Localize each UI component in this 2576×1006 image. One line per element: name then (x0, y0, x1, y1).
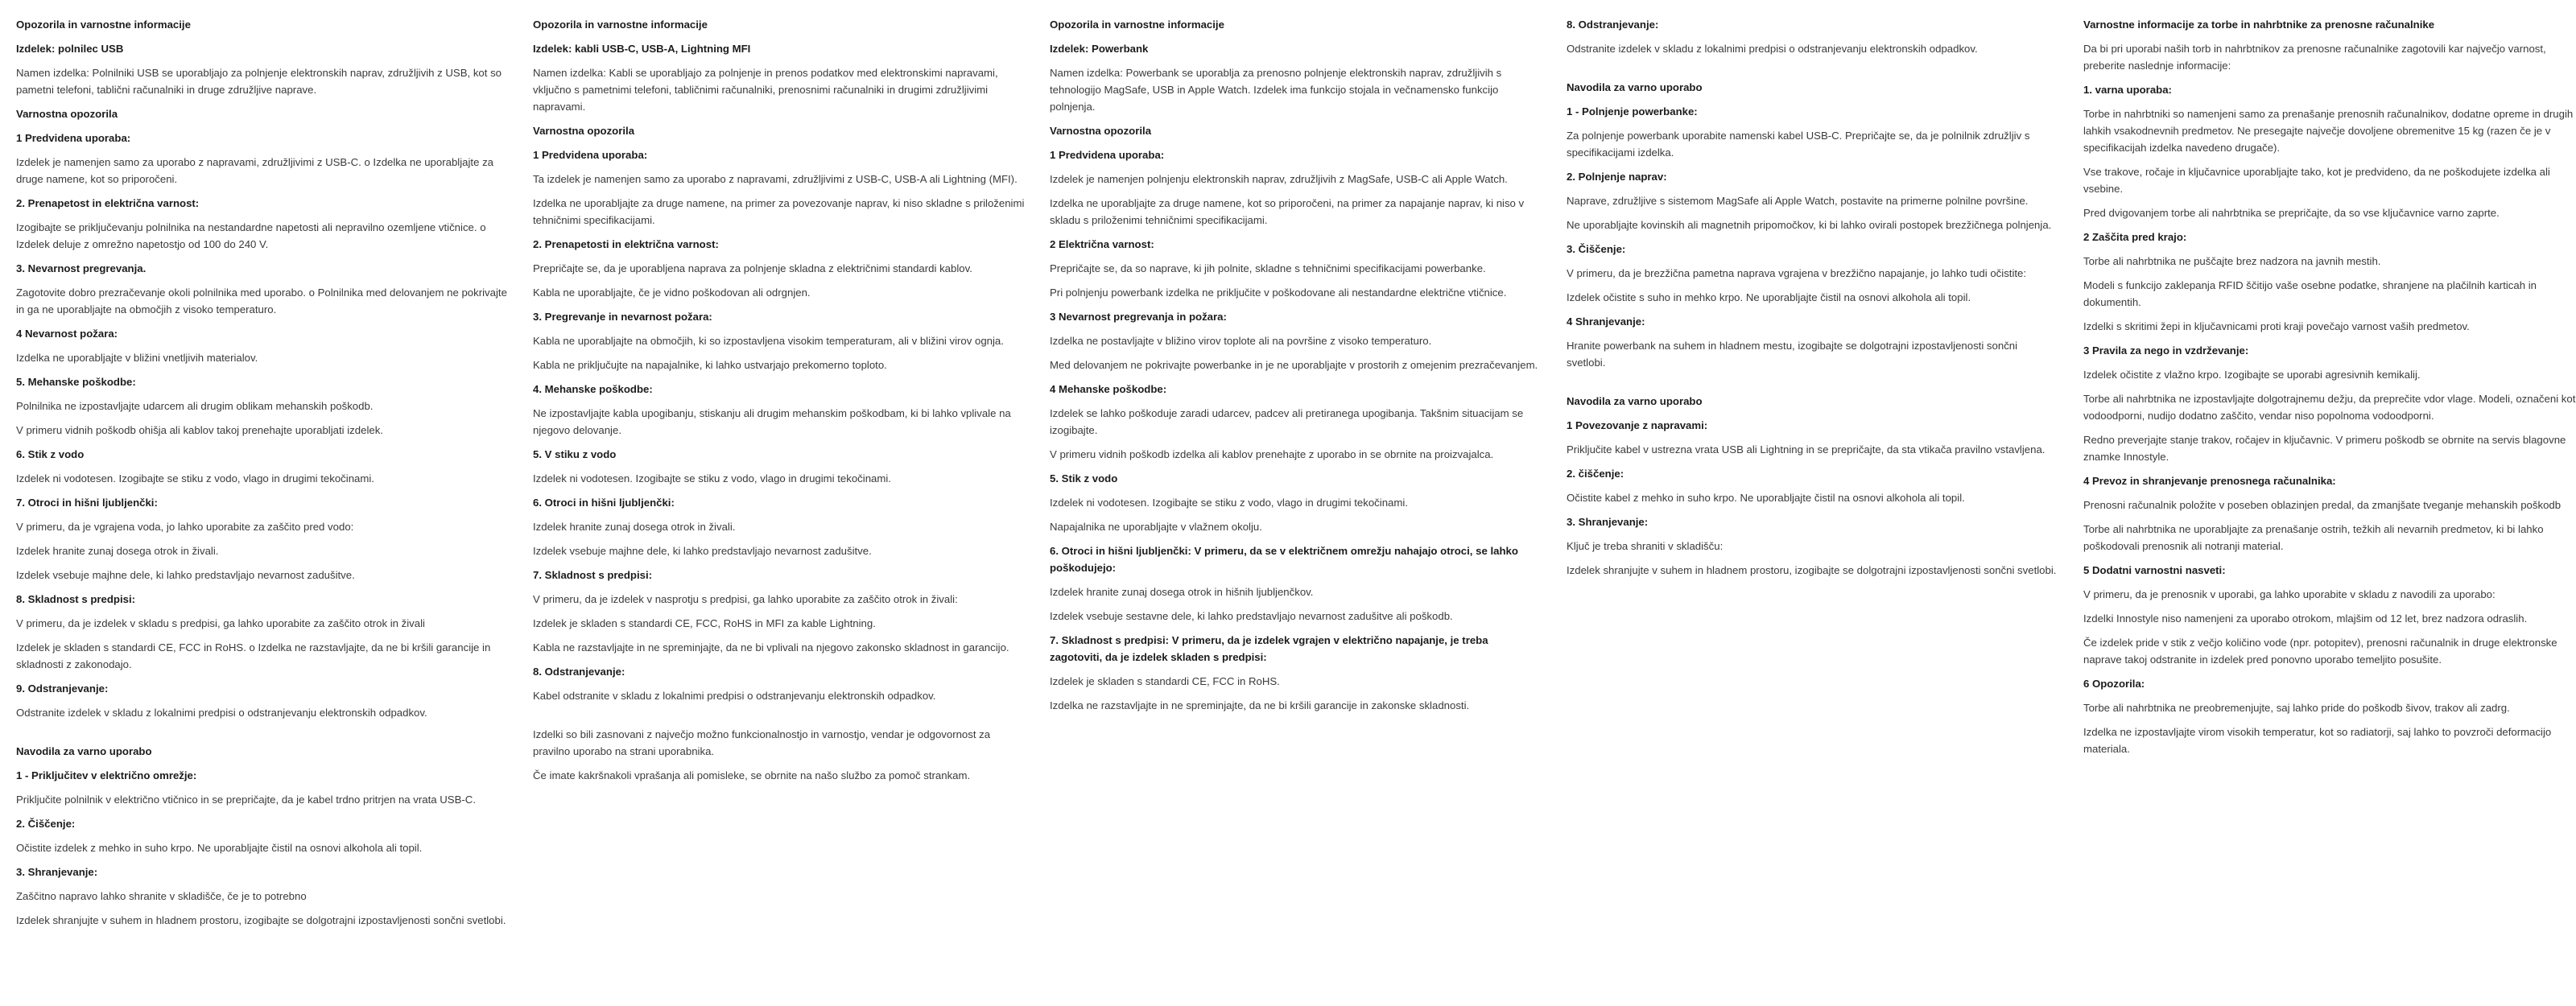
paragraph: Izdelek je skladen s standardi CE, FCC in RoHS. (1050, 675, 1280, 687)
paragraph: Da bi pri uporabi naših torb in nahrbtnikov za prenosne računalnike zagotovili kar največjo varnost, preberite naslednje informacije: (2083, 43, 2546, 72)
paragraph: Izdelek vsebuje majhne dele, ki lahko predstavljajo nevarnost zadušitve. (533, 545, 872, 557)
paragraph: V primeru vidnih poškodb ohišja ali kablov takoj prenehajte uporabljati izdelek. (16, 424, 383, 436)
section-heading: Varnostna opozorila (16, 108, 118, 120)
paragraph: Zagotovite dobro prezračevanje okoli polnilnika med uporabo. o Polnilnika med delovanjem ne pokrivajte in ga ne uporabljajte na območjih z visoko temperaturo. (16, 287, 507, 315)
section-heading: 2. čiščenje: (1567, 468, 1624, 480)
section-heading: 2. Čiščenje: (16, 818, 76, 830)
paragraph: Priključite kabel v ustrezna vrata USB ali Lightning in se prepričajte, da sta vtikača pravilno vstavljena. (1567, 443, 2046, 456)
section-heading: 1 Predvidena uporaba: (16, 132, 131, 144)
section-break (533, 711, 1026, 726)
paragraph: Izdelka ne uporabljajte za druge namene, na primer za povezovanje naprav, ki niso skladne s priloženimi tehničnimi specifikacijami. (533, 197, 1025, 226)
paragraph: Hranite powerbank na suhem in hladnem mestu, izogibajte se dolgotrajni izpostavljenosti sončni svetlobi. (1567, 340, 2018, 369)
section-heading: Navodila za varno uporabo (1567, 395, 1703, 407)
paragraph: V primeru, da je vgrajena voda, jo lahko uporabite za zaščito pred vodo: (16, 521, 354, 533)
section-heading: Varnostna opozorila (1050, 125, 1152, 137)
section-heading: 6. Otroci in hišni ljubljenčki: (533, 497, 675, 509)
paragraph: Modeli s funkcijo zaklepanja RFID ščitijo vaše osebne podatke, shranjene na plačilnih karticah in dokumentih. (2083, 279, 2537, 308)
paragraph: Izdelek je skladen s standardi CE, FCC, RoHS in MFI za kable Lightning. (533, 617, 876, 629)
section-heading: Navodila za varno uporabo (1567, 81, 1703, 93)
paragraph: Izdelka ne uporabljajte v bližini vnetljivih materialov. (16, 352, 258, 364)
section-heading: 1. varna uporaba: (2083, 84, 2172, 96)
paragraph: Izdelek se lahko poškoduje zaradi udarcev, padcev ali pretiranega upogibanja. Takšnim situacijam se izogibajte. (1050, 407, 1524, 436)
section-heading: 1 - Polnjenje powerbanke: (1567, 105, 1698, 118)
paragraph: Izdelek je skladen s standardi CE, FCC in RoHS. o Izdelka ne razstavljajte, da ne bi kršili garancije in skladnosti z zakonodajo. (16, 641, 491, 670)
section-heading: 9. Odstranjevanje: (16, 682, 109, 695)
paragraph: Kabla ne uporabljajte na območjih, ki so izpostavljena visokim temperaturam, ali v bližini virov ognja. (533, 335, 1004, 347)
section-heading: Opozorila in varnostne informacije (16, 19, 191, 31)
paragraph: Torbe ali nahrbtnika ne uporabljajte za prenašanje ostrih, težkih ali nevarnih predmetov, ki bi lahko poškodovali prenosnik ali notranji material. (2083, 523, 2544, 552)
section-heading: 2 Zaščita pred krajo: (2083, 231, 2187, 243)
section-heading: 1 Predvidena uporaba: (1050, 149, 1165, 161)
paragraph: Za polnjenje powerbank uporabite namenski kabel USB-C. Prepričajte se, da je polnilnik združljiv s specifikacijami izdelka. (1567, 130, 2030, 159)
section-heading: 2 Električna varnost: (1050, 238, 1154, 250)
section-heading: 7. Otroci in hišni ljubljenčki: (16, 497, 158, 509)
paragraph: Prenosni računalnik položite v poseben oblazinjen predal, da zmanjšate tveganje mehanskih poškodb (2083, 499, 2562, 511)
paragraph: Izdelek hranite zunaj dosega otrok in živali. (16, 545, 219, 557)
paragraph: Vse trakove, ročaje in ključavnice uporabljajte tako, kot je predvideno, da ne poškodujete izdelka ali vsebine. (2083, 166, 2550, 195)
paragraph: Izdelki so bili zasnovani z največjo možno funkcionalnostjo in varnostjo, vendar je odgovornost za pravilno uporabo na strani uporabnika. (533, 728, 991, 757)
section-heading: 8. Odstranjevanje: (1567, 19, 1659, 31)
paragraph: Izdelek vsebuje majhne dele, ki lahko predstavljajo nevarnost zadušitve. (16, 569, 355, 581)
paragraph: Izogibajte se priključevanju polnilnika na nestandardne napetosti ali nepravilno ozemljene vtičnice. o Izdelek deluje z omrežno napetostjo od 100 do 240 V. (16, 221, 486, 250)
paragraph: Ta izdelek je namenjen samo za uporabo z napravami, združljivimi z USB-C, USB-A ali Lightning (MFI). (533, 173, 1018, 185)
section-heading: 4 Mehanske poškodbe: (1050, 383, 1167, 395)
paragraph: Izdelka ne izpostavljajte virom visokih temperatur, kot so radiatorji, saj lahko to povzroči deformacijo materiala. (2083, 726, 2552, 755)
paragraph: Izdelek ni vodotesen. Izogibajte se stiku z vodo, vlago in drugimi tekočinami. (16, 472, 374, 484)
column-laptop-bags-safety (2083, 16, 2576, 1006)
paragraph: Torbe ali nahrbtnika ne puščajte brez nadzora na javnih mestih. (2083, 255, 2381, 267)
section-heading: Opozorila in varnostne informacije (533, 19, 708, 31)
section-heading: 2. Polnjenje naprav: (1567, 171, 1667, 183)
paragraph: Izdelek vsebuje sestavne dele, ki lahko predstavljajo nevarnost zadušitve ali poškodb. (1050, 610, 1453, 622)
paragraph: Izdelek shranjujte v suhem in hladnem prostoru, izogibajte se dolgotrajni izpostavljenosti sončni svetlobi. (1567, 564, 2057, 576)
section-heading: 4 Prevoz in shranjevanje prenosnega računalnika: (2083, 475, 2336, 487)
section-heading: 3 Nevarnost pregrevanja in požara: (1050, 311, 1227, 323)
paragraph: Izdelek je namenjen samo za uporabo z napravami, združljivimi z USB-C. o Izdelka ne uporabljajte za druge namene, kot so priporočeni. (16, 156, 493, 185)
section-break (1567, 64, 2059, 79)
paragraph: Torbe in nahrbtniki so namenjeni samo za prenašanje prenosnih računalnikov, dodatne opreme in drugih lahkih vsakodnevnih predmetov. Ne presegajte največje dovoljene obremenitve 15 kg (razen če je v specifikacijah izdelka navedeno drugače). (2083, 108, 2574, 154)
paragraph: Ne uporabljajte kovinskih ali magnetnih pripomočkov, ki bi lahko ovirali postopek brezžičnega polnjenja. (1567, 219, 2052, 231)
section-heading: 6 Opozorila: (2083, 678, 2145, 690)
paragraph: Pred dvigovanjem torbe ali nahrbtnika se prepričajte, da so vse ključavnice varno zaprte. (2083, 207, 2500, 219)
section-heading: Varnostne informacije za torbe in nahrbtnike za prenosne računalnike (2083, 19, 2435, 31)
paragraph: V primeru vidnih poškodb izdelka ali kablov prenehajte z uporabo in se obrnite na proizvajalca. (1050, 448, 1494, 460)
paragraph: Kabla ne uporabljajte, če je vidno poškodovan ali odrgnjen. (533, 287, 811, 299)
paragraph: Izdelek ni vodotesen. Izogibajte se stiku z vodo, vlago in drugimi tekočinami. (533, 472, 891, 484)
section-heading: 3. Shranjevanje: (16, 866, 98, 878)
paragraph: Odstranite izdelek v skladu z lokalnimi predpisi o odstranjevanju elektronskih odpadkov. (16, 707, 427, 719)
paragraph: Prepričajte se, da so naprave, ki jih polnite, skladne s tehničnimi specifikacijami powerbanke. (1050, 262, 1486, 274)
paragraph: Torbe ali nahrbtnika ne izpostavljajte dolgotrajnemu dežju, da preprečite vdor vlage. Modeli, označeni kot vodoodporni, nudijo dodatno zaščito, vendar niso popolnoma vodoodporni. (2083, 393, 2576, 422)
section-heading: Varnostna opozorila (533, 125, 635, 137)
paragraph: Izdelek je namenjen polnjenju elektronskih naprav, združljivih z MagSafe, USB-C ali Apple Watch. (1050, 173, 1508, 185)
paragraph: Izdelek očistite z vlažno krpo. Izogibajte se uporabi agresivnih kemikalij. (2083, 369, 2421, 381)
paragraph: Odstranite izdelek v skladu z lokalnimi predpisi o odstranjevanju elektronskih odpadkov. (1567, 43, 1978, 55)
paragraph: V primeru, da je izdelek v nasprotju s predpisi, ga lahko uporabite za zaščito otrok in živali: (533, 593, 958, 605)
section-heading: 3. Shranjevanje: (1567, 516, 1649, 528)
paragraph: Izdelek hranite zunaj dosega otrok in hišnih ljubljenčkov. (1050, 586, 1314, 598)
paragraph: Med delovanjem ne pokrivajte powerbanke in je ne uporabljajte v prostorih z omejenim prezračevanjem. (1050, 359, 1538, 371)
paragraph: Izdelek ni vodotesen. Izogibajte se stiku z vodo, vlago in drugimi tekočinami. (1050, 497, 1408, 509)
paragraph: Če imate kakršnakoli vprašanja ali pomisleke, se obrnite na našo službo za pomoč strankam. (533, 769, 971, 781)
section-heading: 8. Odstranjevanje: (533, 666, 625, 678)
section-heading: 2. Prenapetost in električna varnost: (16, 197, 200, 209)
section-heading: 5. Mehanske poškodbe: (16, 376, 136, 388)
section-heading: 3. Pregrevanje in nevarnost požara: (533, 311, 712, 323)
section-heading: Izdelek: kabli USB-C, USB-A, Lightning MFI (533, 43, 751, 55)
paragraph: Izdelek shranjujte v suhem in hladnem prostoru, izogibajte se dolgotrajni izpostavljenosti sončni svetlobi. (16, 914, 506, 926)
paragraph: Kabel odstranite v skladu z lokalnimi predpisi o odstranjevanju elektronskih odpadkov. (533, 690, 936, 702)
section-heading: 3. Čiščenje: (1567, 243, 1626, 255)
paragraph: Očistite izdelek z mehko in suho krpo. Ne uporabljajte čistil na osnovi alkohola ali topil. (16, 842, 423, 854)
paragraph: Torbe ali nahrbtnika ne preobremenjujte, saj lahko pride do poškodb šivov, trakov ali zadrg. (2083, 702, 2510, 714)
paragraph: V primeru, da je prenosnik v uporabi, ga lahko uporabite v skladu z navodili za uporabo: (2083, 588, 2496, 600)
section-heading: Navodila za varno uporabo (16, 745, 152, 757)
paragraph: Izdelek hranite zunaj dosega otrok in živali. (533, 521, 736, 533)
paragraph: Kabla ne razstavljajte in ne spreminjajte, da ne bi vplivali na njegovo zakonsko skladnost in garancijo. (533, 641, 1009, 653)
section-heading: 5 Dodatni varnostni nasveti: (2083, 564, 2226, 576)
column-powerbank-safety (1050, 16, 1542, 1006)
section-heading: Opozorila in varnostne informacije (1050, 19, 1224, 31)
paragraph: Izdelka ne razstavljajte in ne spreminjajte, da ne bi kršili garancije in zakonske skladnosti. (1050, 699, 1470, 711)
paragraph: Prepričajte se, da je uporabljena naprava za polnjenje skladna z električnimi standardi kablov. (533, 262, 972, 274)
section-heading: Izdelek: Powerbank (1050, 43, 1149, 55)
paragraph: V primeru, da je izdelek v skladu s predpisi, ga lahko uporabite za zaščito otrok in živali (16, 617, 425, 629)
paragraph: Očistite kabel z mehko in suho krpo. Ne uporabljajte čistil na osnovi alkohola ali topil. (1567, 492, 1965, 504)
paragraph: Izdelka ne uporabljajte za druge namene, kot so priporočeni, na primer za napajanje naprav, ki niso v skladu s priloženimi tehničnimi specifikacijami. (1050, 197, 1525, 226)
paragraph: Ključ je treba shraniti v skladišču: (1567, 540, 1724, 552)
paragraph: Izdelki Innostyle niso namenjeni za uporabo otrokom, mlajšim od 12 let, brez nadzora odraslih. (2083, 612, 2528, 625)
column-powerbank-cables-usage (1567, 16, 2059, 1006)
paragraph: Če izdelek pride v stik z večjo količino vode (npr. potopitev), prenosni računalnik in druge elektronske naprave takoj odstranite in izdelek pred ponovno uporabo temeljito posušite. (2083, 637, 2557, 666)
paragraph: Izdelek očistite s suho in mehko krpo. Ne uporabljajte čistil na osnovi alkohola ali topil. (1567, 291, 1971, 303)
section-heading: 2. Prenapetosti in električna varnost: (533, 238, 719, 250)
section-heading: 8. Skladnost s predpisi: (16, 593, 136, 605)
section-heading: 1 - Priključitev v električno omrežje: (16, 769, 197, 781)
paragraph: Pri polnjenju powerbank izdelka ne priključite v poškodovane ali nestandardne električne vtičnice. (1050, 287, 1507, 299)
column-usb-charger-safety (16, 16, 509, 1006)
section-heading: 6. Stik z vodo (16, 448, 85, 460)
paragraph: V primeru, da je brezžična pametna naprava vgrajena v brezžično napajanje, jo lahko tudi očistite: (1567, 267, 2027, 279)
paragraph: Namen izdelka: Polnilniki USB se uporabljajo za polnjenje elektronskih naprav, združljivih z USB, kot so pametni telefoni, tablični računalniki in druge združljive naprave. (16, 67, 502, 96)
section-heading: 4 Nevarnost požara: (16, 328, 118, 340)
paragraph: Kabla ne priključujte na napajalnike, ki lahko ustvarjajo prekomerno toploto. (533, 359, 887, 371)
section-heading: 5. Stik z vodo (1050, 472, 1118, 484)
section-heading: 5. V stiku z vodo (533, 448, 617, 460)
section-heading: 4 Shranjevanje: (1567, 315, 1645, 328)
paragraph: Napajalnika ne uporabljajte v vlažnem okolju. (1050, 521, 1262, 533)
paragraph: Priključite polnilnik v električno vtičnico in se prepričajte, da je kabel trdno pritrjen na vrata USB-C. (16, 794, 476, 806)
paragraph: Namen izdelka: Kabli se uporabljajo za polnjenje in prenos podatkov med elektronskimi napravami, vključno s pametnimi telefoni, tabličnimi računalniki, prenosnimi računalniki in drugimi združljivimi napravami. (533, 67, 998, 113)
paragraph: Naprave, združljive s sistemom MagSafe ali Apple Watch, postavite na primerne polnilne površine. (1567, 195, 2029, 207)
paragraph: Izdelki s skritimi žepi in ključavnicami proti kraji povečajo varnost vaših predmetov. (2083, 320, 2470, 332)
paragraph: Namen izdelka: Powerbank se uporablja za prenosno polnjenje elektronskih naprav, združljivih s tehnologijo MagSafe, USB in Apple Watch. Izdelek ima funkcijo stojala in večnamensko funkcijo polnjenja. (1050, 67, 1502, 113)
section-break (1567, 378, 2059, 393)
section-heading: 3 Pravila za nego in vzdrževanje: (2083, 344, 2249, 357)
section-heading: 1 Predvidena uporaba: (533, 149, 648, 161)
paragraph: Polnilnika ne izpostavljajte udarcem ali drugim oblikam mehanskih poškodb. (16, 400, 374, 412)
paragraph: Izdelka ne postavljajte v bližino virov toplote ali na površine z visoko temperaturo. (1050, 335, 1432, 347)
paragraph: Ne izpostavljajte kabla upogibanju, stiskanju ali drugim mehanskim poškodbam, ki bi lahko vplivale na njegovo delovanje. (533, 407, 1011, 436)
section-heading: 6. Otroci in hišni ljubljenčki: V primeru, da se v električnem omrežju nahajajo otroci, se lahko poškodujejo: (1050, 545, 1518, 574)
paragraph: Zaščitno napravo lahko shranite v skladišče, če je to potrebno (16, 890, 307, 902)
paragraph: Redno preverjajte stanje trakov, ročajev in ključavnic. V primeru poškodb se obrnite na servis blagovne znamke Innostyle. (2083, 434, 2566, 463)
column-usb-cables-safety (533, 16, 1026, 1006)
section-heading: 7. Skladnost s predpisi: V primeru, da je izdelek vgrajen v električno napajanje, je treba zagotoviti, da je izdelek skladen s predpisi: (1050, 634, 1488, 663)
section-heading: 3. Nevarnost pregrevanja. (16, 262, 147, 274)
section-heading: 4. Mehanske poškodbe: (533, 383, 653, 395)
section-break (16, 728, 509, 743)
section-heading: 7. Skladnost s predpisi: (533, 569, 653, 581)
section-heading: 1 Povezovanje z napravami: (1567, 419, 1708, 431)
section-heading: Izdelek: polnilec USB (16, 43, 124, 55)
